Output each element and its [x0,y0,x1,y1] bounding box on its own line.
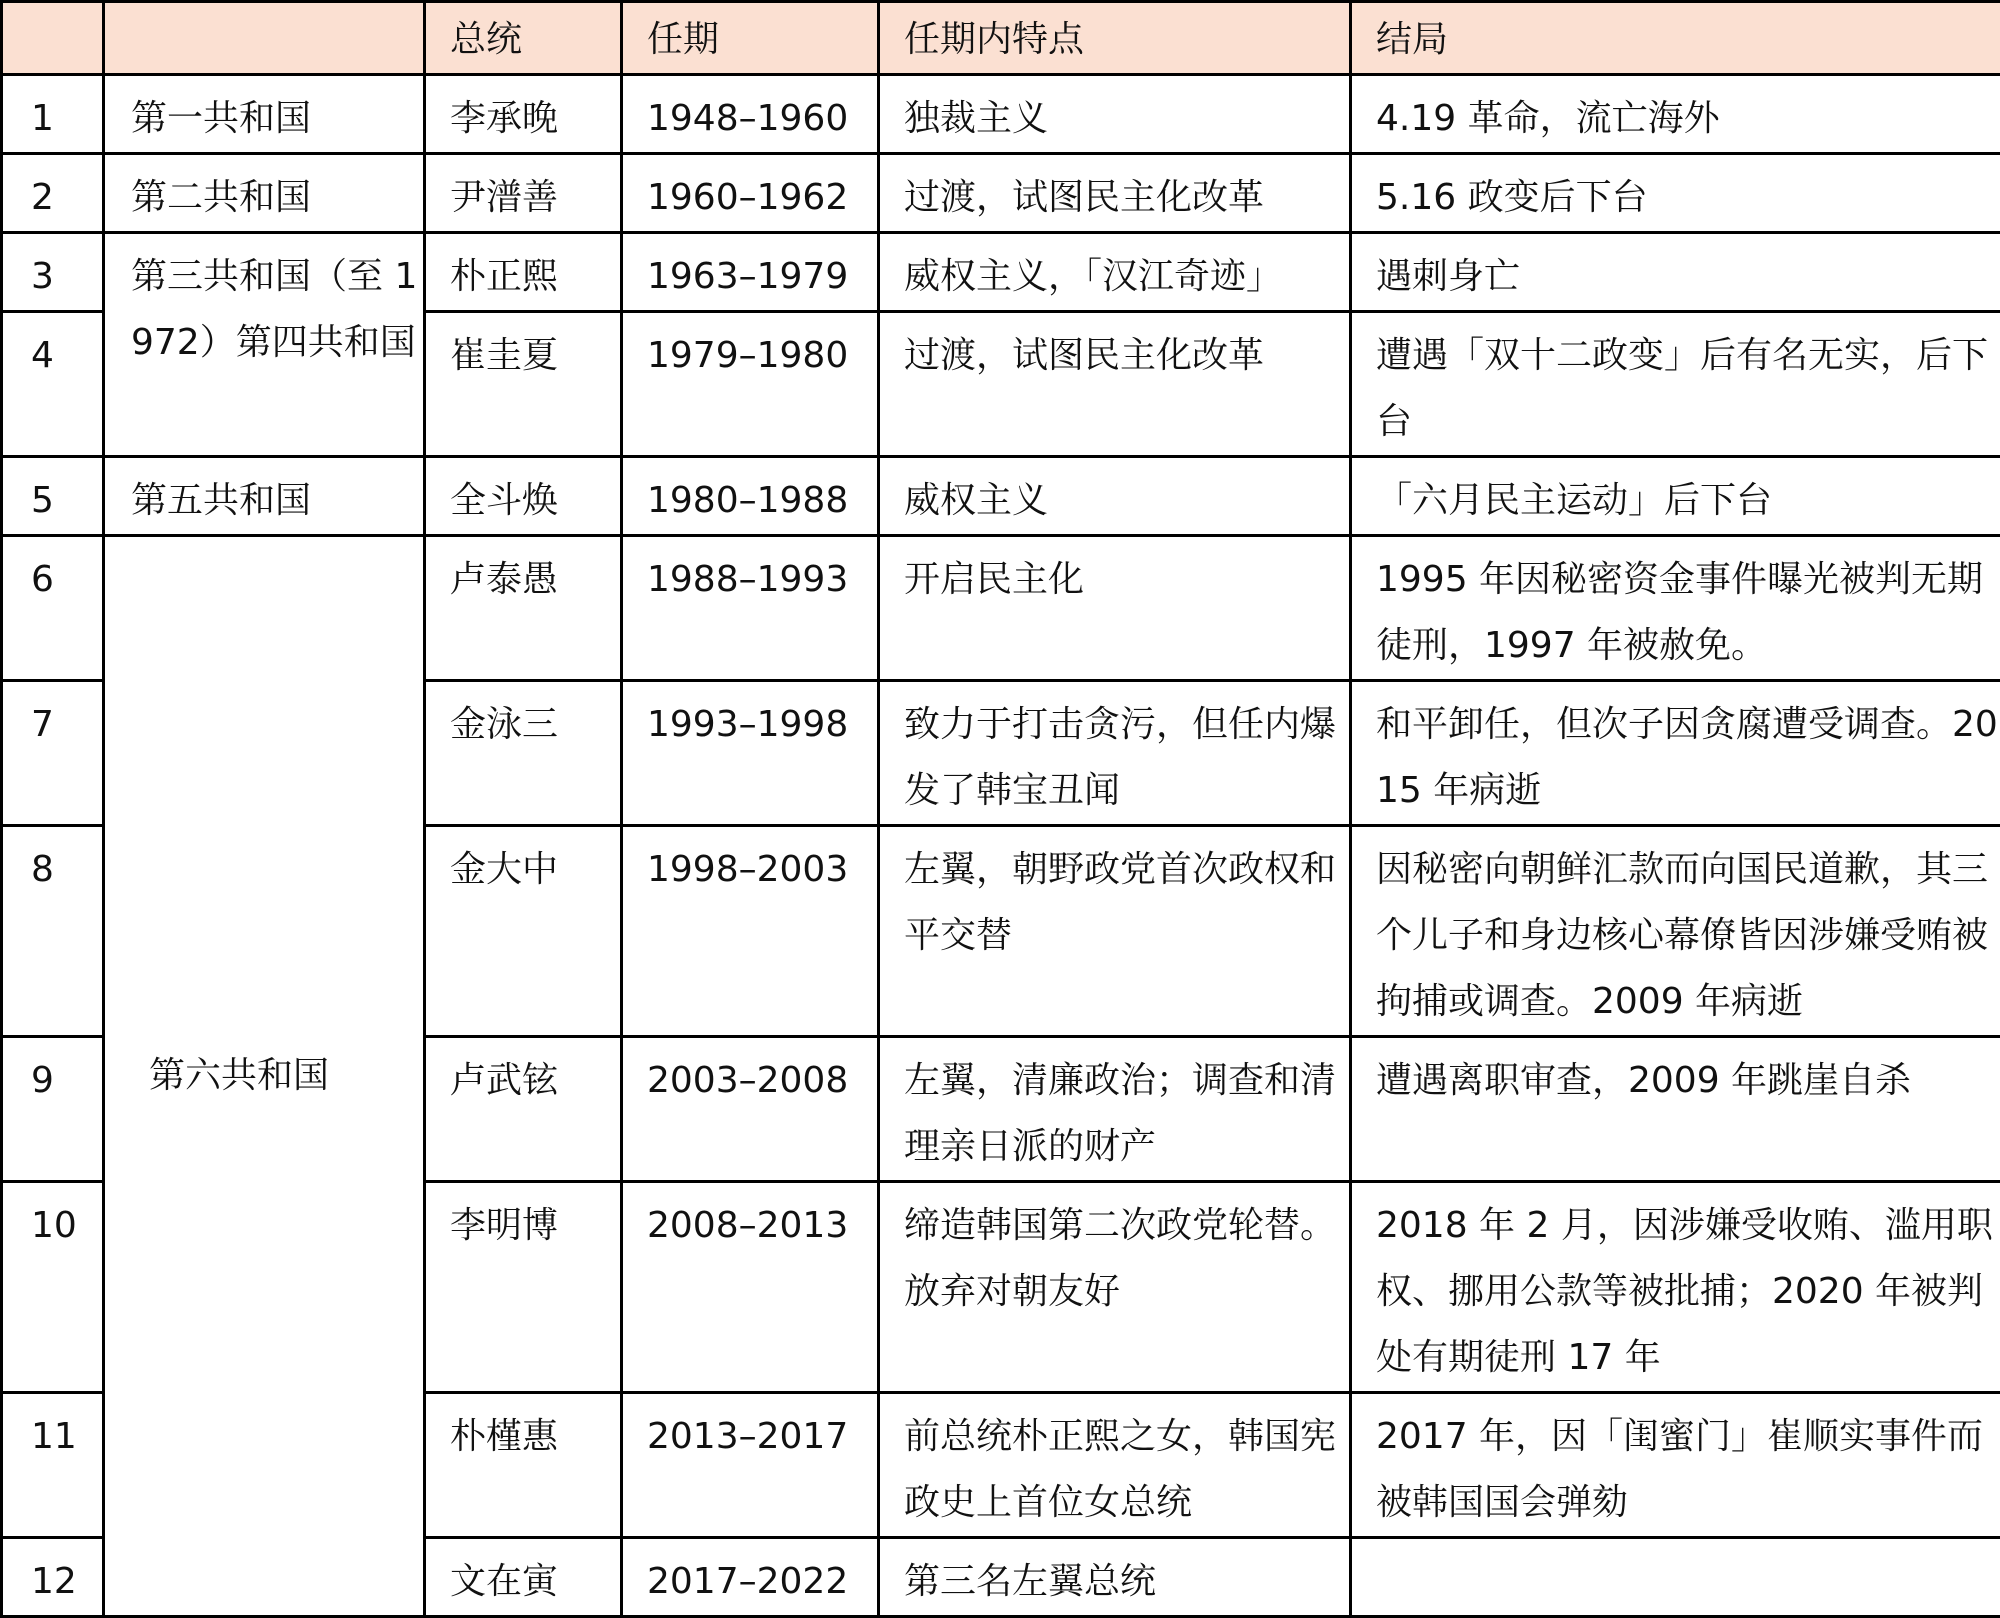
term-cell: 1993–1998 [622,681,879,826]
outcome-cell: 2018 年 2 月，因涉嫌受收贿、滥用职权、挪用公款等被批捕；2020 年被判处有期徒刑 17 年 [1351,1182,2000,1393]
feature-cell: 左翼，朝野政党首次政权和平交替 [879,826,1351,1037]
row-number: 3 [2,233,104,312]
header-row [2,2,2000,75]
president-cell: 李明博 [425,1182,622,1393]
table-row [2,536,2000,681]
term-cell: 1960–1962 [622,154,879,233]
table-row [2,75,2000,154]
president-cell: 尹潽善 [425,154,622,233]
term-cell: 2017–2022 [622,1538,879,1617]
row-number: 8 [2,826,104,1037]
term-cell: 1988–1993 [622,536,879,681]
outcome-cell: 遭遇「双十二政变」后有名无实，后下台 [1351,312,2000,457]
outcome-cell: 因秘密向朝鲜汇款而向国民道歉，其三个儿子和身边核心幕僚皆因涉嫌受贿被拘捕或调查。2009 年病逝 [1351,826,2000,1037]
outcome-cell: 和平卸任，但次子因贪腐遭受调查。2015 年病逝 [1351,681,2000,826]
outcome-cell: 4.19 革命，流亡海外 [1351,75,2000,154]
outcome-cell: 遭遇离职审查，2009 年跳崖自杀 [1351,1037,2000,1182]
row-number: 2 [2,154,104,233]
row-number: 4 [2,312,104,457]
president-cell: 李承晚 [425,75,622,154]
table-row [2,233,2000,312]
term-cell: 2013–2017 [622,1393,879,1538]
republic-cell: 第六共和国 [104,536,425,1617]
president-cell: 卢武铉 [425,1037,622,1182]
outcome-cell: 2017 年，因「闺蜜门」崔顺实事件而被韩国国会弹劾 [1351,1393,2000,1538]
outcome-cell [1351,1538,2000,1617]
republic-cell: 第一共和国 [104,75,425,154]
feature-cell: 缔造韩国第二次政党轮替。放弃对朝友好 [879,1182,1351,1393]
feature-cell: 独裁主义 [879,75,1351,154]
header-cell-republic [104,2,425,75]
republic-cell: 第二共和国 [104,154,425,233]
feature-cell: 前总统朴正熙之女，韩国宪政史上首位女总统 [879,1393,1351,1538]
feature-cell: 威权主义 [879,457,1351,536]
term-cell: 1963–1979 [622,233,879,312]
feature-cell: 开启民主化 [879,536,1351,681]
feature-cell: 威权主义，「汉江奇迹」 [879,233,1351,312]
outcome-cell: 1995 年因秘密资金事件曝光被判无期徒刑，1997 年被赦免。 [1351,536,2000,681]
term-cell: 2008–2013 [622,1182,879,1393]
row-number: 10 [2,1182,104,1393]
row-number: 9 [2,1037,104,1182]
president-cell: 金大中 [425,826,622,1037]
president-cell: 金泳三 [425,681,622,826]
president-cell: 卢泰愚 [425,536,622,681]
header-cell-index [2,2,104,75]
president-cell: 崔圭夏 [425,312,622,457]
row-number: 11 [2,1393,104,1538]
row-number: 5 [2,457,104,536]
president-cell: 朴正熙 [425,233,622,312]
header-cell-president: 总统 [425,2,622,75]
term-cell: 1948–1960 [622,75,879,154]
feature-cell: 过渡，试图民主化改革 [879,312,1351,457]
president-cell: 朴槿惠 [425,1393,622,1538]
republic-cell: 第三共和国（至 1972）第四共和国 [104,233,425,457]
row-number: 6 [2,536,104,681]
term-cell: 2003–2008 [622,1037,879,1182]
row-number: 1 [2,75,104,154]
president-cell: 全斗焕 [425,457,622,536]
republic-cell: 第五共和国 [104,457,425,536]
feature-cell: 致力于打击贪污，但任内爆发了韩宝丑闻 [879,681,1351,826]
outcome-cell: 「六月民主运动」后下台 [1351,457,2000,536]
outcome-cell: 遇刺身亡 [1351,233,2000,312]
term-cell: 1979–1980 [622,312,879,457]
header-cell-outcome: 结局 [1351,2,2000,75]
feature-cell: 第三名左翼总统 [879,1538,1351,1617]
president-cell: 文在寅 [425,1538,622,1617]
header-cell-feature: 任期内特点 [879,2,1351,75]
row-number: 12 [2,1538,104,1617]
feature-cell: 左翼，清廉政治；调查和清理亲日派的财产 [879,1037,1351,1182]
outcome-cell: 5.16 政变后下台 [1351,154,2000,233]
row-number: 7 [2,681,104,826]
table-row [2,457,2000,536]
table-row [2,154,2000,233]
feature-cell: 过渡，试图民主化改革 [879,154,1351,233]
term-cell: 1980–1988 [622,457,879,536]
header-cell-term: 任期 [622,2,879,75]
term-cell: 1998–2003 [622,826,879,1037]
